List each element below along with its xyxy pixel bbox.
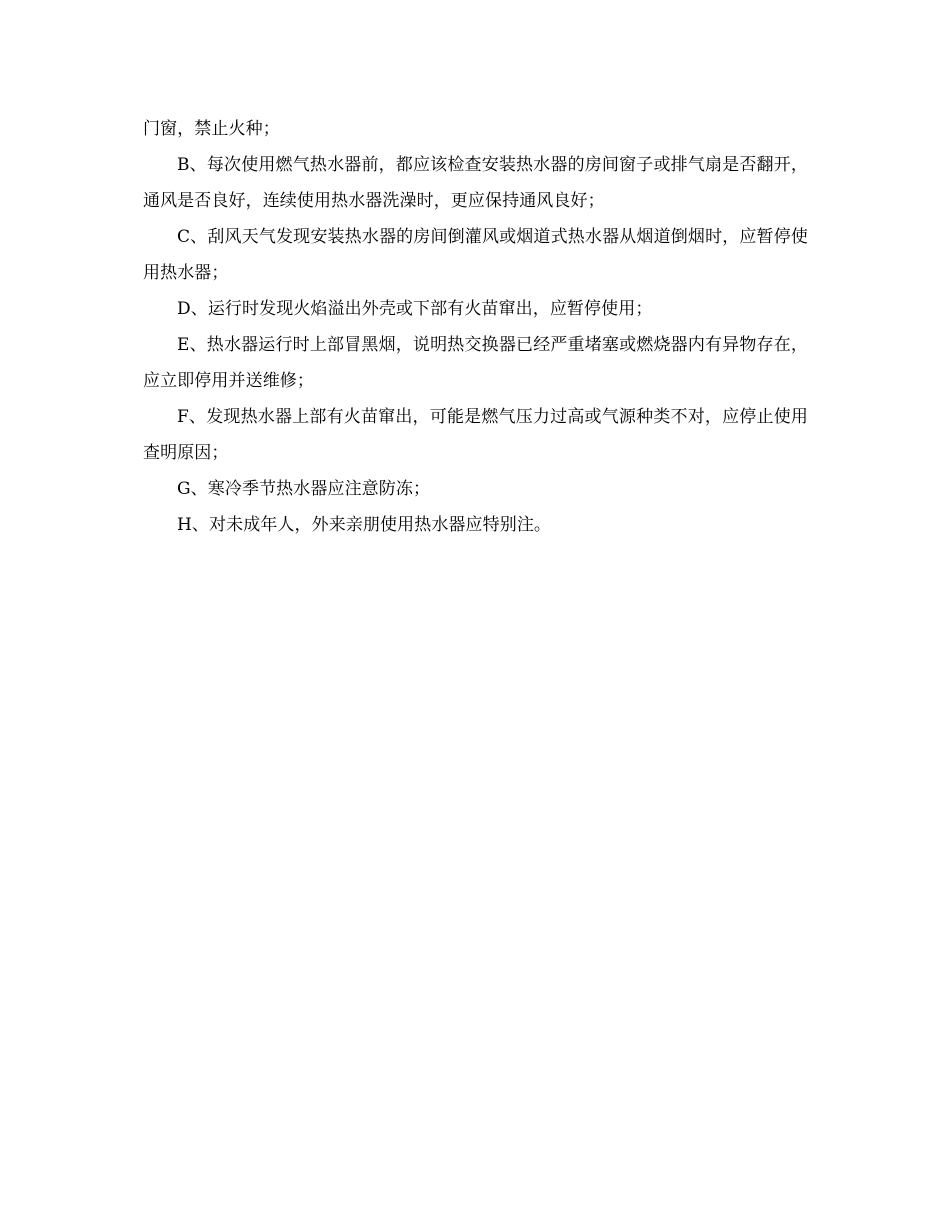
paragraph-item-g: G、寒冷季节热水器应注意防冻；: [177, 479, 431, 499]
paragraph-item-h: H、对未成年人，外来亲朋使用热水器应特别注。: [177, 515, 552, 535]
paragraph-item-b: B、每次使用燃气热水器前，都应该检查安装热水器的房间窗子或排气扇是否翻开，通风是否良好，连续使用热水器洗澡时，更应保持通风良好；: [143, 155, 808, 211]
paragraph-item-d: D、运行时发现火焰溢出外壳或下部有火苗窜出，应暂停使用；: [177, 299, 653, 319]
paragraph-item-e: E、热水器运行时上部冒黑烟，说明热交换器已经严重堵塞或燃烧器内有异物存在，应立即停用并送维修；: [143, 335, 808, 391]
paragraph-continuation: 门窗，禁止火种；: [143, 119, 280, 139]
paragraph-item-f: F、发现热水器上部有火苗窜出，可能是燃气压力过高或气源种类不对，应停止使用查明原因；: [143, 407, 808, 463]
document-body: [143, 111, 808, 543]
paragraph-item-c: C、刮风天气发现安装热水器的房间倒灌风或烟道式热水器从烟道倒烟时，应暂停使用热水器；: [143, 227, 808, 283]
